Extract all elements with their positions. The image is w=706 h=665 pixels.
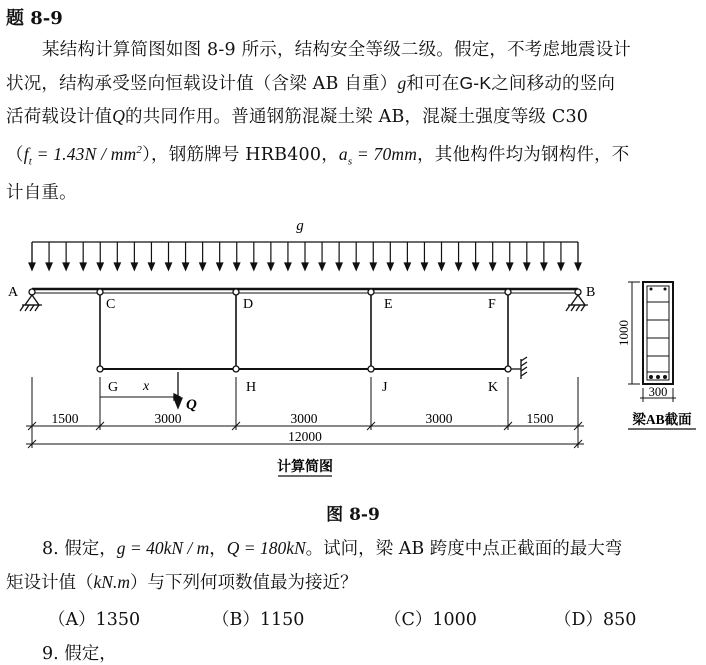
load-arrowhead [80,263,86,270]
node-j: J [382,380,388,395]
dim-5: 1500 [526,411,554,426]
distributed-load [29,242,581,270]
load-arrowhead [234,263,240,270]
load-arrowhead [46,263,52,270]
support-k [511,357,527,379]
q-line-1b: 。试问，梁 AB 跨度中点正截面的最大弯 [305,539,623,559]
node-b: B [586,285,596,300]
ft-value: = 1.43N / mm [32,143,137,164]
q-unit: kN.m [93,572,130,592]
dim-4: 3000 [425,411,453,426]
symbol-as-sub: s [347,154,353,167]
node-e: E [384,297,393,312]
q-line-1a: 8. 假定， [42,539,117,559]
load-arrowhead [507,263,513,270]
joints [97,289,511,372]
node-f: F [488,297,496,312]
beam-ab [32,289,578,293]
q-q-value: Q = 180kN [226,538,306,558]
load-arrowhead [575,263,581,270]
load-arrowhead [251,263,257,270]
load-arrowhead [490,263,496,270]
symbol-q: Q [112,106,126,126]
range-gk: G-K [459,72,492,93]
beam-section [628,282,676,402]
vertical-members [100,291,508,369]
question-8 [6,532,698,600]
dim-total: 12000 [288,429,322,444]
problem-title: 题 8-9 [6,8,63,29]
load-arrowhead [302,263,308,270]
symbol-ft: f [23,143,29,164]
rebar-dots [649,288,667,380]
node-a: A [8,285,19,300]
load-arrowhead [200,263,206,270]
option-c[interactable]: （C）1000 [384,610,477,630]
node-c: C [106,297,116,312]
section-caption: 梁AB截面 [632,412,692,427]
node-h: H [246,380,257,395]
next-question-partial: 9. 假定， [42,644,117,664]
load-arrowhead [439,263,445,270]
load-arrowhead [541,263,547,270]
section-height: 1000 [616,320,631,346]
figure-caption: 图 8-9 [326,505,380,525]
answer-options [48,606,636,631]
symbol-ft-sub: t [28,154,33,167]
symbol-as: a [338,143,348,164]
load-arrowhead [353,263,359,270]
load-arrowhead [473,263,479,270]
as-value: = 70mm [352,143,418,164]
load-arrowhead [183,263,189,270]
option-b[interactable]: （B）1150 [212,610,305,630]
node-k: K [488,380,499,395]
q-line-2b: ）与下列何项数值最为接近？ [129,573,358,593]
intro-line-2: 状况，结构承受竖向恒载设计值（含梁 AB 自重） [6,73,398,94]
section-width: 300 [648,385,668,399]
load-arrowhead [131,263,137,270]
load-arrowhead [63,263,69,270]
dimension-labels [52,411,554,444]
problem-statement [6,34,698,210]
intro-line-2b: 和可在 [406,73,460,94]
intro-line-4c: ，其他构件均为钢构件，不 [417,144,630,165]
load-arrowhead [285,263,291,270]
q-line-2a: 矩设计值（ [6,573,94,593]
load-arrowhead [148,263,154,270]
load-arrowhead [404,263,410,270]
node-d: D [243,297,254,312]
intro-line-3b: 的共同作用。普通钢筋混凝土梁 AB，混凝土强度等级 C30 [125,107,589,127]
intro-line-4a: （ [6,144,24,165]
load-arrowhead [166,263,172,270]
structure-figure [0,212,706,502]
load-arrowhead [217,263,223,270]
load-arrowhead [456,263,462,270]
load-arrowhead [524,263,530,270]
q-g-value: g = 40kN / m [116,538,210,558]
load-arrowhead [97,263,103,270]
symbol-g: g [397,72,407,93]
node-g: G [108,380,119,395]
load-arrowhead [558,263,564,270]
load-arrowhead [319,263,325,270]
load-arrowhead [387,263,393,270]
ft-sup: 2 [136,143,143,156]
intro-line-2c: 之间移动的竖向 [491,73,616,94]
intro-line-4b: ），钢筋牌号 HRB400， [142,144,339,165]
q-label: Q [186,397,197,413]
diagram-caption: 计算简图 [277,460,333,475]
support-b [566,289,588,311]
load-arrowhead [421,263,427,270]
dim-3: 3000 [290,411,318,426]
load-arrowhead [336,263,342,270]
option-a[interactable]: （A）1350 [48,610,141,630]
support-a [20,289,42,311]
dim-2: 3000 [154,411,182,426]
intro-line-5: 计自重。 [6,183,77,204]
dim-1: 1500 [51,411,79,426]
intro-line-1: 某结构计算简图如图 8-9 所示，结构安全等级二级。假定，不考虑地震设计 [42,40,632,60]
x-label: x [143,379,150,394]
intro-line-3a: 活荷载设计值 [6,107,113,127]
load-arrowhead [29,263,35,270]
option-d[interactable]: （D）850 [554,610,637,630]
load-arrowhead [370,263,376,270]
q-sep: ， [209,539,227,559]
load-label: g [296,218,304,234]
load-arrowhead [268,263,274,270]
load-arrowhead [114,263,120,270]
